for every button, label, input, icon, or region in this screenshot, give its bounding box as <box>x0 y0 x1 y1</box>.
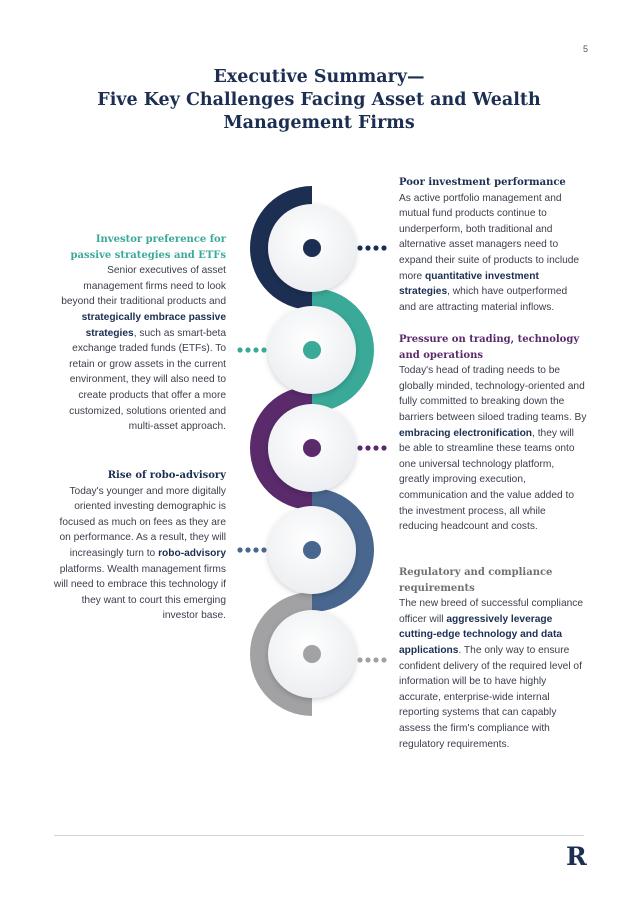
performance-text-2: , which have outperformed and are attracting material inflows. <box>399 286 568 313</box>
brand-logo: R <box>566 842 587 871</box>
trading-section <box>399 332 587 535</box>
robo-text-1: Today's younger and more digitally oriented investing demographic is focused as much on fees as they are on performance. As a result, they will increasingly turn to <box>59 485 226 559</box>
connector-performance <box>357 245 386 250</box>
regulatory-bold: aggressively leverage cutting-edge technology and data applications <box>399 613 563 656</box>
trading-bold: embracing electronification <box>399 427 533 439</box>
regulatory-heading: Regulatory and compliance requirements <box>399 567 553 594</box>
performance-text-1: As active portfolio management and mutual fund products continue to underperform, both traditional and alternative asset managers need to expand their suite of products to include more <box>399 192 580 282</box>
connector-trading <box>357 445 386 450</box>
title-line-2: Five Key Challenges Facing Asset and Wealth <box>97 90 541 110</box>
robo-advisory-section <box>52 468 226 624</box>
robo-text-2: platforms. Wealth management firms will need to embrace this technology if they want to court this emerging investor base. <box>53 563 226 622</box>
connector-robo <box>237 547 266 552</box>
performance-bold: quantitative investment strategies <box>399 270 539 298</box>
dot-slate <box>303 541 321 559</box>
footer-divider <box>54 835 584 836</box>
regulatory-section <box>399 565 587 752</box>
performance-heading: Poor investment performance <box>399 177 566 188</box>
title-line-3: Management Firms <box>223 113 415 133</box>
performance-section <box>399 175 587 315</box>
dot-teal <box>303 341 321 359</box>
regulatory-text-2: . The only way to ensure confident delivery of the required level of information will be to have highly accurate, enterprise-wide internal reporting systems that can capably assess the firm's compliance with regulatory requirements. <box>399 644 582 750</box>
investor-heading: Investor preference for passive strategies and ETFs <box>70 234 226 261</box>
trading-text-1: Today's head of trading needs to be globally minded, technology-oriented and fully committed to breaking down the barriers between siloed trading teams. By <box>399 365 587 423</box>
connector-regulatory <box>357 657 386 662</box>
dot-purple <box>303 439 321 457</box>
dot-gray <box>303 645 321 663</box>
robo-heading: Rise of robo-advisory <box>107 470 226 481</box>
dot-navy <box>303 239 321 257</box>
trading-heading: Pressure on trading, technology and operations <box>399 334 580 361</box>
connector-investor <box>237 347 266 352</box>
regulatory-text-1: The new breed of successful compliance officer will <box>399 598 584 625</box>
page-number: 5 <box>582 44 588 54</box>
title-line-1: Executive Summary— <box>213 67 425 87</box>
investor-preference-section <box>52 232 226 435</box>
investor-text-2: , such as smart-beta exchange traded funds (ETFs). To retain or grow assets in the current environment, they will also need to create products that offer a more customized, solutions oriented and multi-asset approach. <box>69 327 226 433</box>
robo-bold: robo-advisory <box>158 547 226 559</box>
investor-bold: strategically embrace passive strategies <box>81 311 226 339</box>
trading-text-2: , they will be able to streamline these teams onto one universal technology platform, greatly improving execution, communication and the value added to the investment process, all while reducing headcount and costs. <box>399 427 575 533</box>
investor-text-1: Senior executives of asset management firms need to look beyond their traditional products and <box>61 265 226 308</box>
